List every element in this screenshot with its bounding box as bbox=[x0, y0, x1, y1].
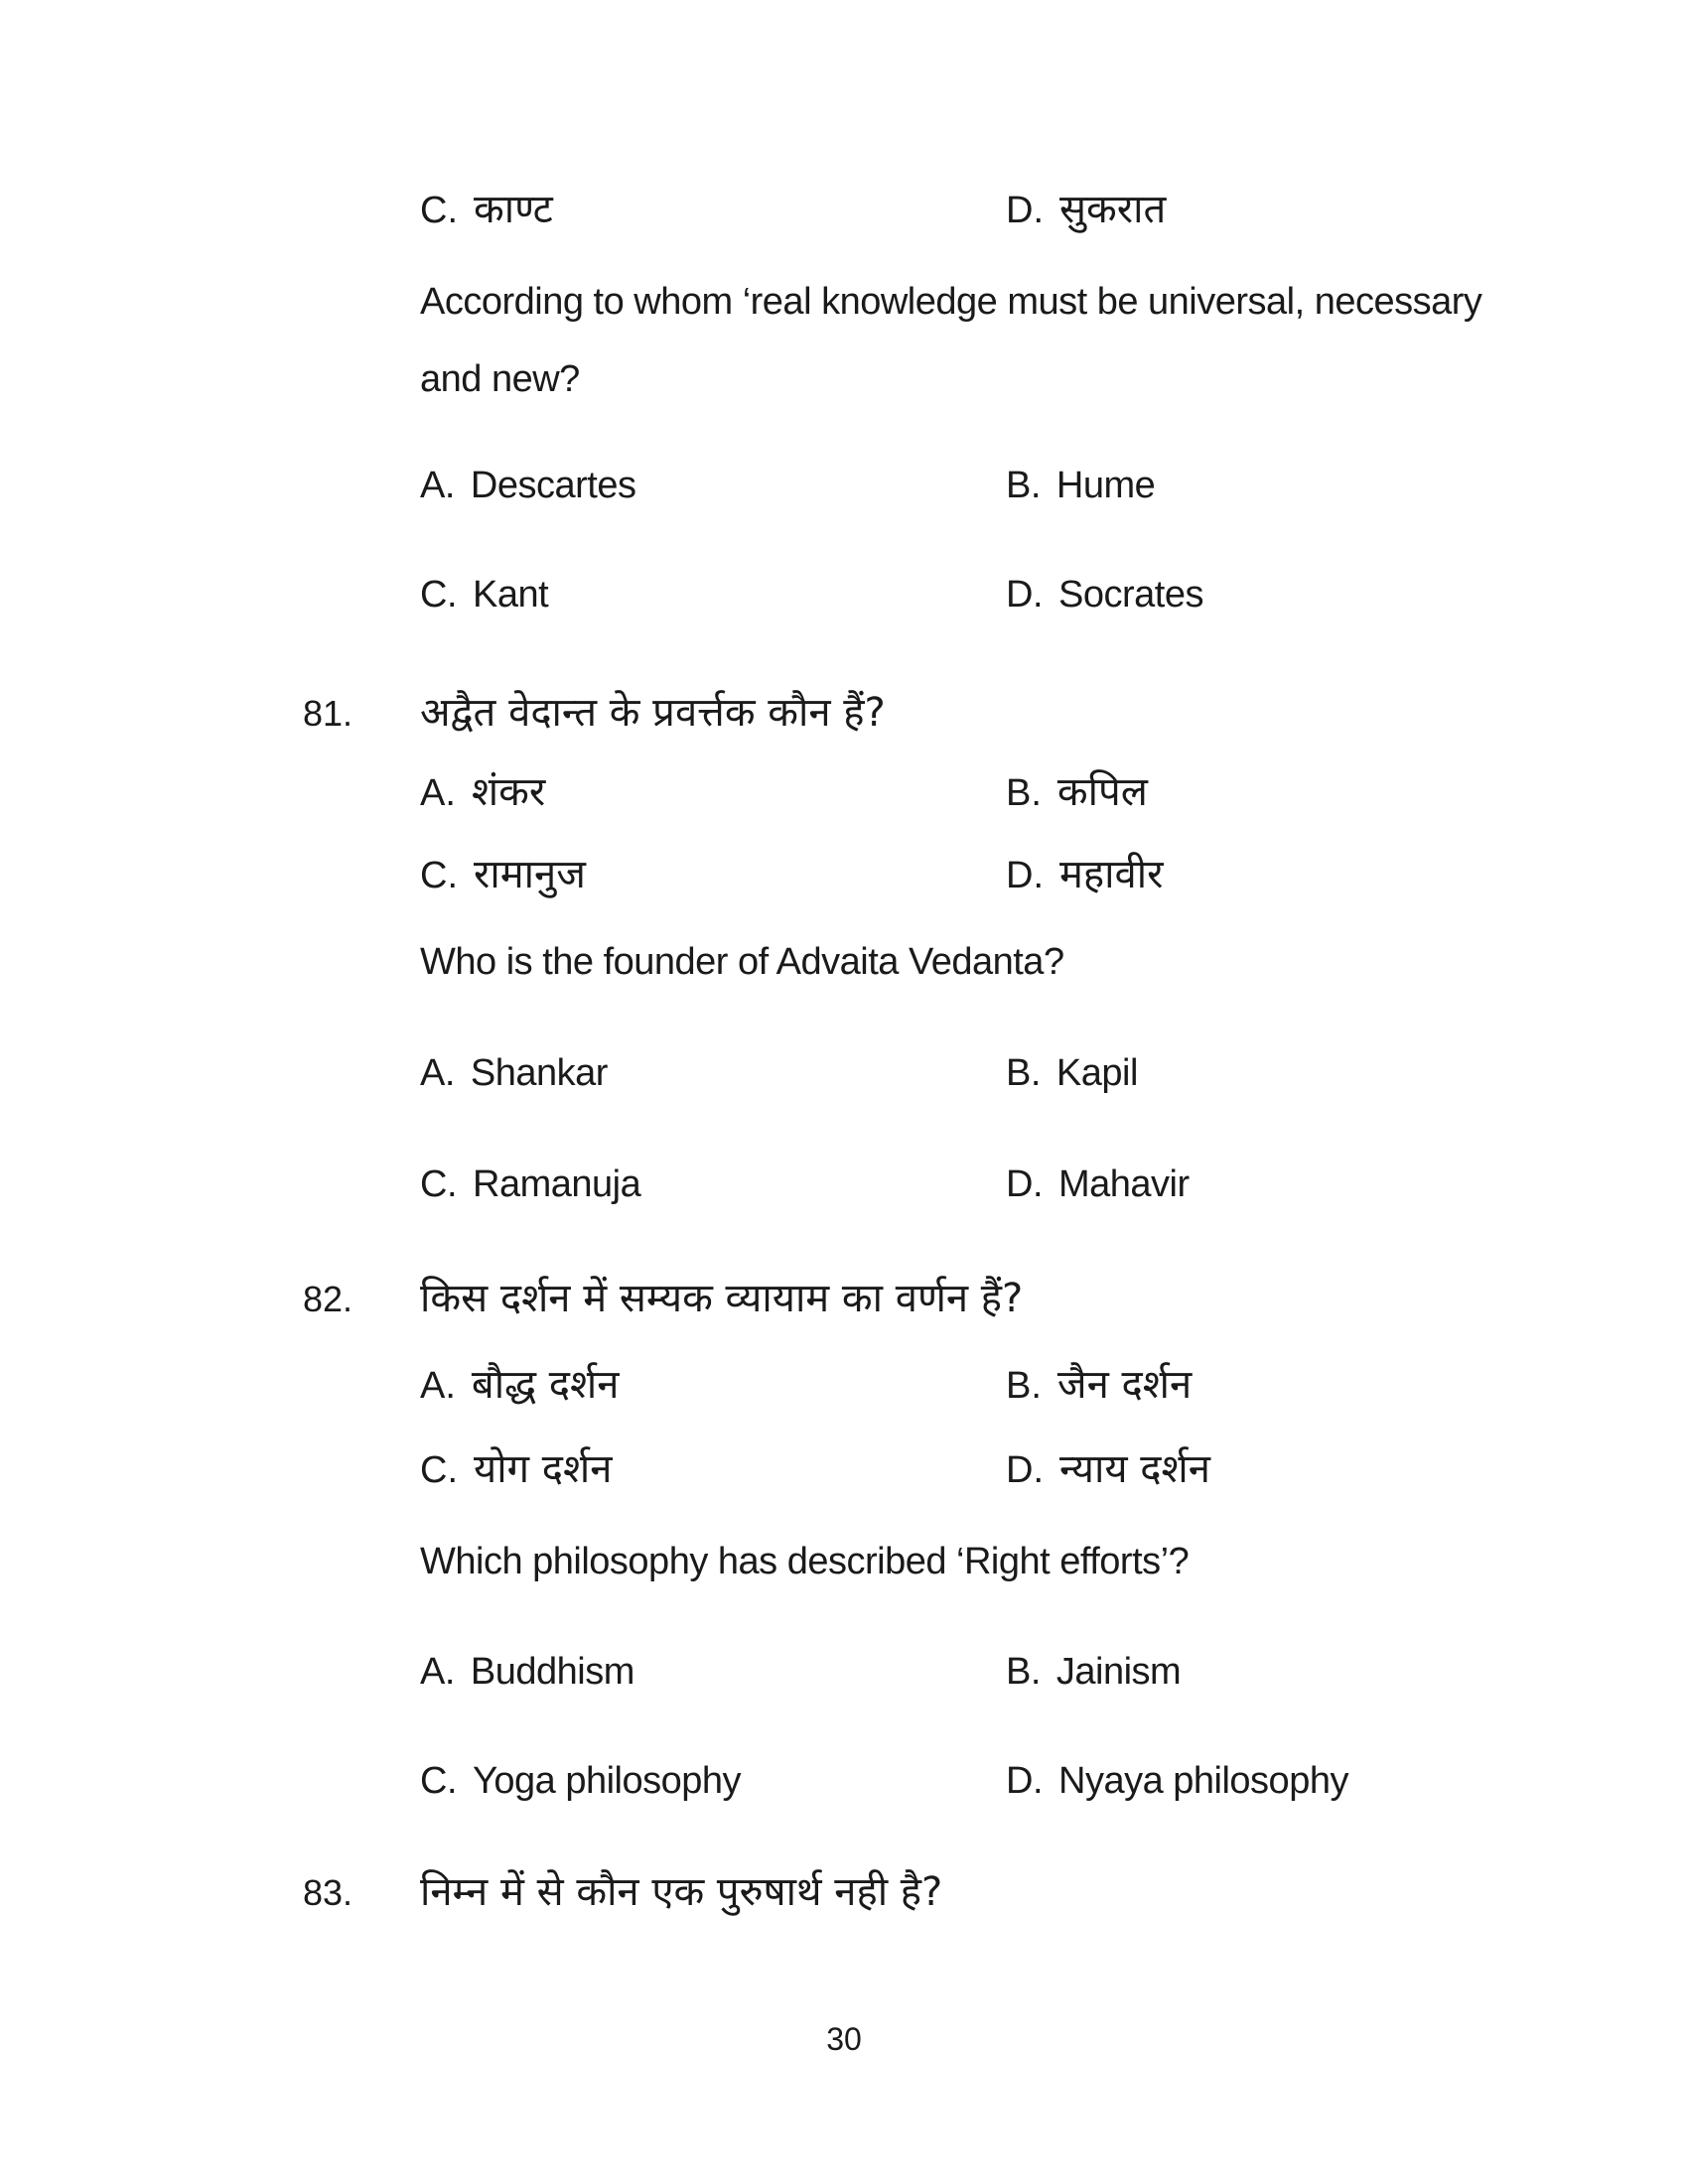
q80-hindi-options-row-cd bbox=[420, 186, 1166, 234]
q80-english-options-row-ab bbox=[420, 464, 1155, 509]
option-label: C. bbox=[420, 1163, 457, 1205]
q81-english-option-a bbox=[420, 1051, 1006, 1097]
option-text: Shankar bbox=[470, 1052, 608, 1094]
question-number: 81. bbox=[303, 693, 353, 734]
q80-hindi-option-c bbox=[420, 186, 1006, 234]
question-number: 83. bbox=[303, 1872, 353, 1913]
q80-english-question-line-2: and new? bbox=[420, 358, 580, 400]
question-number: 82. bbox=[303, 1279, 353, 1319]
option-label: C. bbox=[420, 574, 457, 615]
option-label: A. bbox=[420, 772, 456, 814]
option-text: बौद्ध दर्शन bbox=[471, 1362, 620, 1408]
option-label: D. bbox=[1006, 1760, 1043, 1802]
q82-english-option-d bbox=[1006, 1759, 1348, 1805]
q82-english-option-a bbox=[420, 1650, 1006, 1696]
q82-hindi-options-row-cd bbox=[420, 1445, 1210, 1494]
option-label: B. bbox=[1006, 772, 1042, 814]
option-text: रामानुज bbox=[474, 852, 586, 897]
q80-english-option-b bbox=[1006, 464, 1155, 509]
q82-english-options-row-cd bbox=[420, 1759, 1348, 1805]
hindi-question-text: निम्न में से कौन एक पुरुषार्थ नही है? bbox=[420, 1869, 943, 1915]
q81-hindi-options-row-cd bbox=[420, 851, 1163, 899]
option-text: Nyaya philosophy bbox=[1058, 1760, 1348, 1802]
option-text: Kant bbox=[473, 574, 549, 615]
option-text: Yoga philosophy bbox=[473, 1760, 742, 1802]
option-text: Descartes bbox=[470, 465, 636, 506]
option-text: Hume bbox=[1055, 465, 1156, 506]
q80-english-options-row-cd bbox=[420, 573, 1203, 618]
option-label: C. bbox=[420, 1449, 458, 1491]
option-text: Kapil bbox=[1055, 1052, 1138, 1094]
q82-english-question: Which philosophy has described ‘Right efforts’? bbox=[420, 1541, 1190, 1582]
q82-hindi-option-d bbox=[1006, 1445, 1210, 1494]
q80-english-option-c bbox=[420, 573, 1006, 618]
option-label: A. bbox=[420, 1052, 455, 1094]
q81-hindi-option-a bbox=[420, 768, 1006, 817]
option-text: Jainism bbox=[1055, 1651, 1182, 1693]
q80-hindi-option-d bbox=[1006, 186, 1166, 234]
option-text: शंकर bbox=[471, 769, 546, 815]
option-text: Ramanuja bbox=[473, 1163, 641, 1205]
option-label: D. bbox=[1006, 1449, 1044, 1491]
q82-english-option-b bbox=[1006, 1650, 1181, 1696]
option-text: जैन दर्शन bbox=[1056, 1362, 1193, 1408]
q82-english-option-c bbox=[420, 1759, 1006, 1805]
option-label: A. bbox=[420, 465, 455, 506]
q81-hindi-option-b bbox=[1006, 768, 1148, 817]
option-label: B. bbox=[1006, 1365, 1042, 1407]
option-text: योग दर्शन bbox=[474, 1446, 613, 1492]
q81-english-option-d bbox=[1006, 1162, 1190, 1208]
option-text: न्याय दर्शन bbox=[1059, 1446, 1210, 1492]
q81-english-options-row-cd bbox=[420, 1162, 1190, 1208]
option-label: A. bbox=[420, 1651, 455, 1693]
hindi-question-text: अद्वैत वेदान्त के प्रवर्त्तक कौन हैं? bbox=[420, 690, 886, 736]
q81-english-option-b bbox=[1006, 1051, 1138, 1097]
q81-english-question: Who is the founder of Advaita Vedanta? bbox=[420, 941, 1064, 983]
option-text: Buddhism bbox=[470, 1651, 634, 1693]
page-number: 30 bbox=[826, 2021, 862, 2057]
q81-english-options-row-ab bbox=[420, 1051, 1138, 1097]
option-label: B. bbox=[1006, 465, 1041, 506]
q80-english-option-a bbox=[420, 464, 1006, 509]
option-label: A. bbox=[420, 1365, 456, 1407]
q80-english-question-line-1: According to whom ‘real knowledge must be universal, necessary bbox=[420, 281, 1482, 323]
option-text: Socrates bbox=[1058, 574, 1203, 615]
option-text: Mahavir bbox=[1058, 1163, 1190, 1205]
q81-english-option-c bbox=[420, 1162, 1006, 1208]
option-label: D. bbox=[1006, 190, 1044, 231]
option-text: कपिल bbox=[1056, 769, 1148, 815]
q81-hindi-question-row bbox=[303, 689, 886, 738]
option-label: C. bbox=[420, 855, 458, 896]
q80-english-option-d bbox=[1006, 573, 1203, 618]
option-label: D. bbox=[1006, 574, 1043, 615]
q82-hindi-option-b bbox=[1006, 1361, 1192, 1410]
q81-hindi-option-c bbox=[420, 851, 1006, 899]
option-text: महावीर bbox=[1059, 852, 1164, 897]
q82-hindi-question-row bbox=[303, 1275, 1023, 1323]
q82-hindi-options-row-ab bbox=[420, 1361, 1192, 1410]
option-text: काण्ट bbox=[474, 187, 553, 232]
q83-hindi-question-row bbox=[303, 1868, 942, 1917]
q81-hindi-options-row-ab bbox=[420, 768, 1148, 817]
option-label: C. bbox=[420, 190, 458, 231]
option-text: सुकरात bbox=[1059, 187, 1167, 232]
q82-english-options-row-ab bbox=[420, 1650, 1181, 1696]
option-label: D. bbox=[1006, 1163, 1043, 1205]
option-label: D. bbox=[1006, 855, 1044, 896]
option-label: C. bbox=[420, 1760, 457, 1802]
option-label: B. bbox=[1006, 1651, 1041, 1693]
option-label: B. bbox=[1006, 1052, 1041, 1094]
q82-hindi-option-c bbox=[420, 1445, 1006, 1494]
q82-hindi-option-a bbox=[420, 1361, 1006, 1410]
hindi-question-text: किस दर्शन में सम्यक व्यायाम का वर्णन हैं? bbox=[420, 1276, 1024, 1321]
q81-hindi-option-d bbox=[1006, 851, 1163, 899]
